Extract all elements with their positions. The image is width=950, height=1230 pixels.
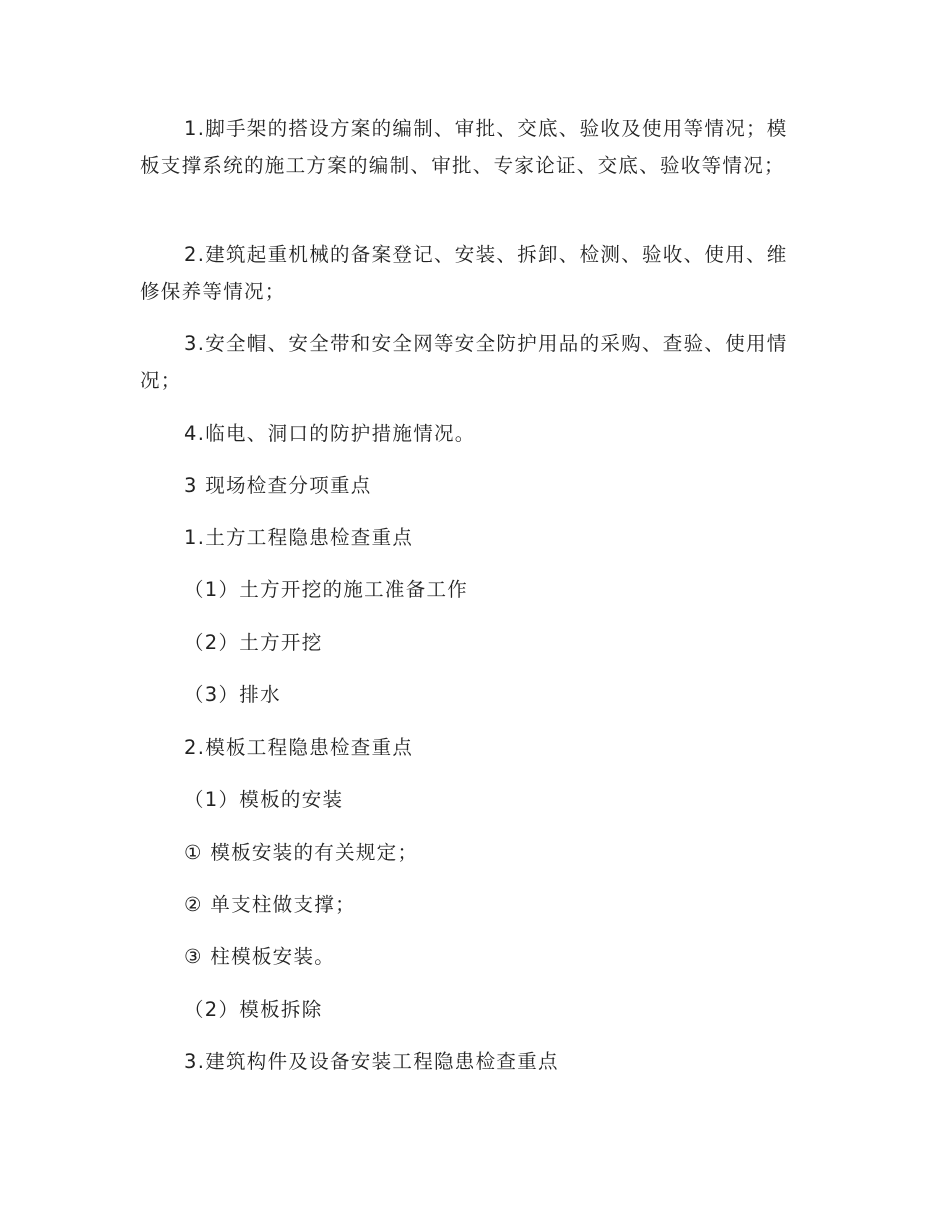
list-item: （3）排水 xyxy=(184,683,281,706)
list-item: （2）土方开挖 xyxy=(184,631,323,654)
list-item: （2）模板拆除 xyxy=(184,998,323,1021)
list-item: ① 模板安装的有关规定； xyxy=(184,841,419,864)
paragraph-lifting-machinery: 2.建筑起重机械的备案登记、安装、拆卸、检测、验收、使用、维修保养等情况； xyxy=(140,243,788,303)
line-temporary-power: 4.临电、洞口的防护措施情况。 xyxy=(184,422,476,445)
subsection-earthwork: 1.土方工程隐患检查重点 xyxy=(184,526,414,549)
list-item: ③ 柱模板安装。 xyxy=(184,945,336,968)
list-item: （1）模板的安装 xyxy=(184,788,344,811)
list-item: （1）土方开挖的施工准备工作 xyxy=(184,578,469,601)
paragraph-scaffold-formwork-plan: 1.脚手架的搭设方案的编制、审批、交底、验收及使用等情况；模板支撑系统的施工方案的编制、审批、专家论证、交底、验收等情况； xyxy=(140,117,788,177)
paragraph-protective-equipment: 3.安全帽、安全带和安全网等安全防护用品的采购、查验、使用情况； xyxy=(140,332,788,392)
subsection-component-installation: 3.建筑构件及设备安装工程隐患检查重点 xyxy=(184,1050,559,1073)
section-heading: 3 现场检查分项重点 xyxy=(184,474,372,497)
list-item: ② 单支柱做支撑； xyxy=(184,893,356,916)
subsection-formwork: 2.模板工程隐患检查重点 xyxy=(184,736,414,759)
